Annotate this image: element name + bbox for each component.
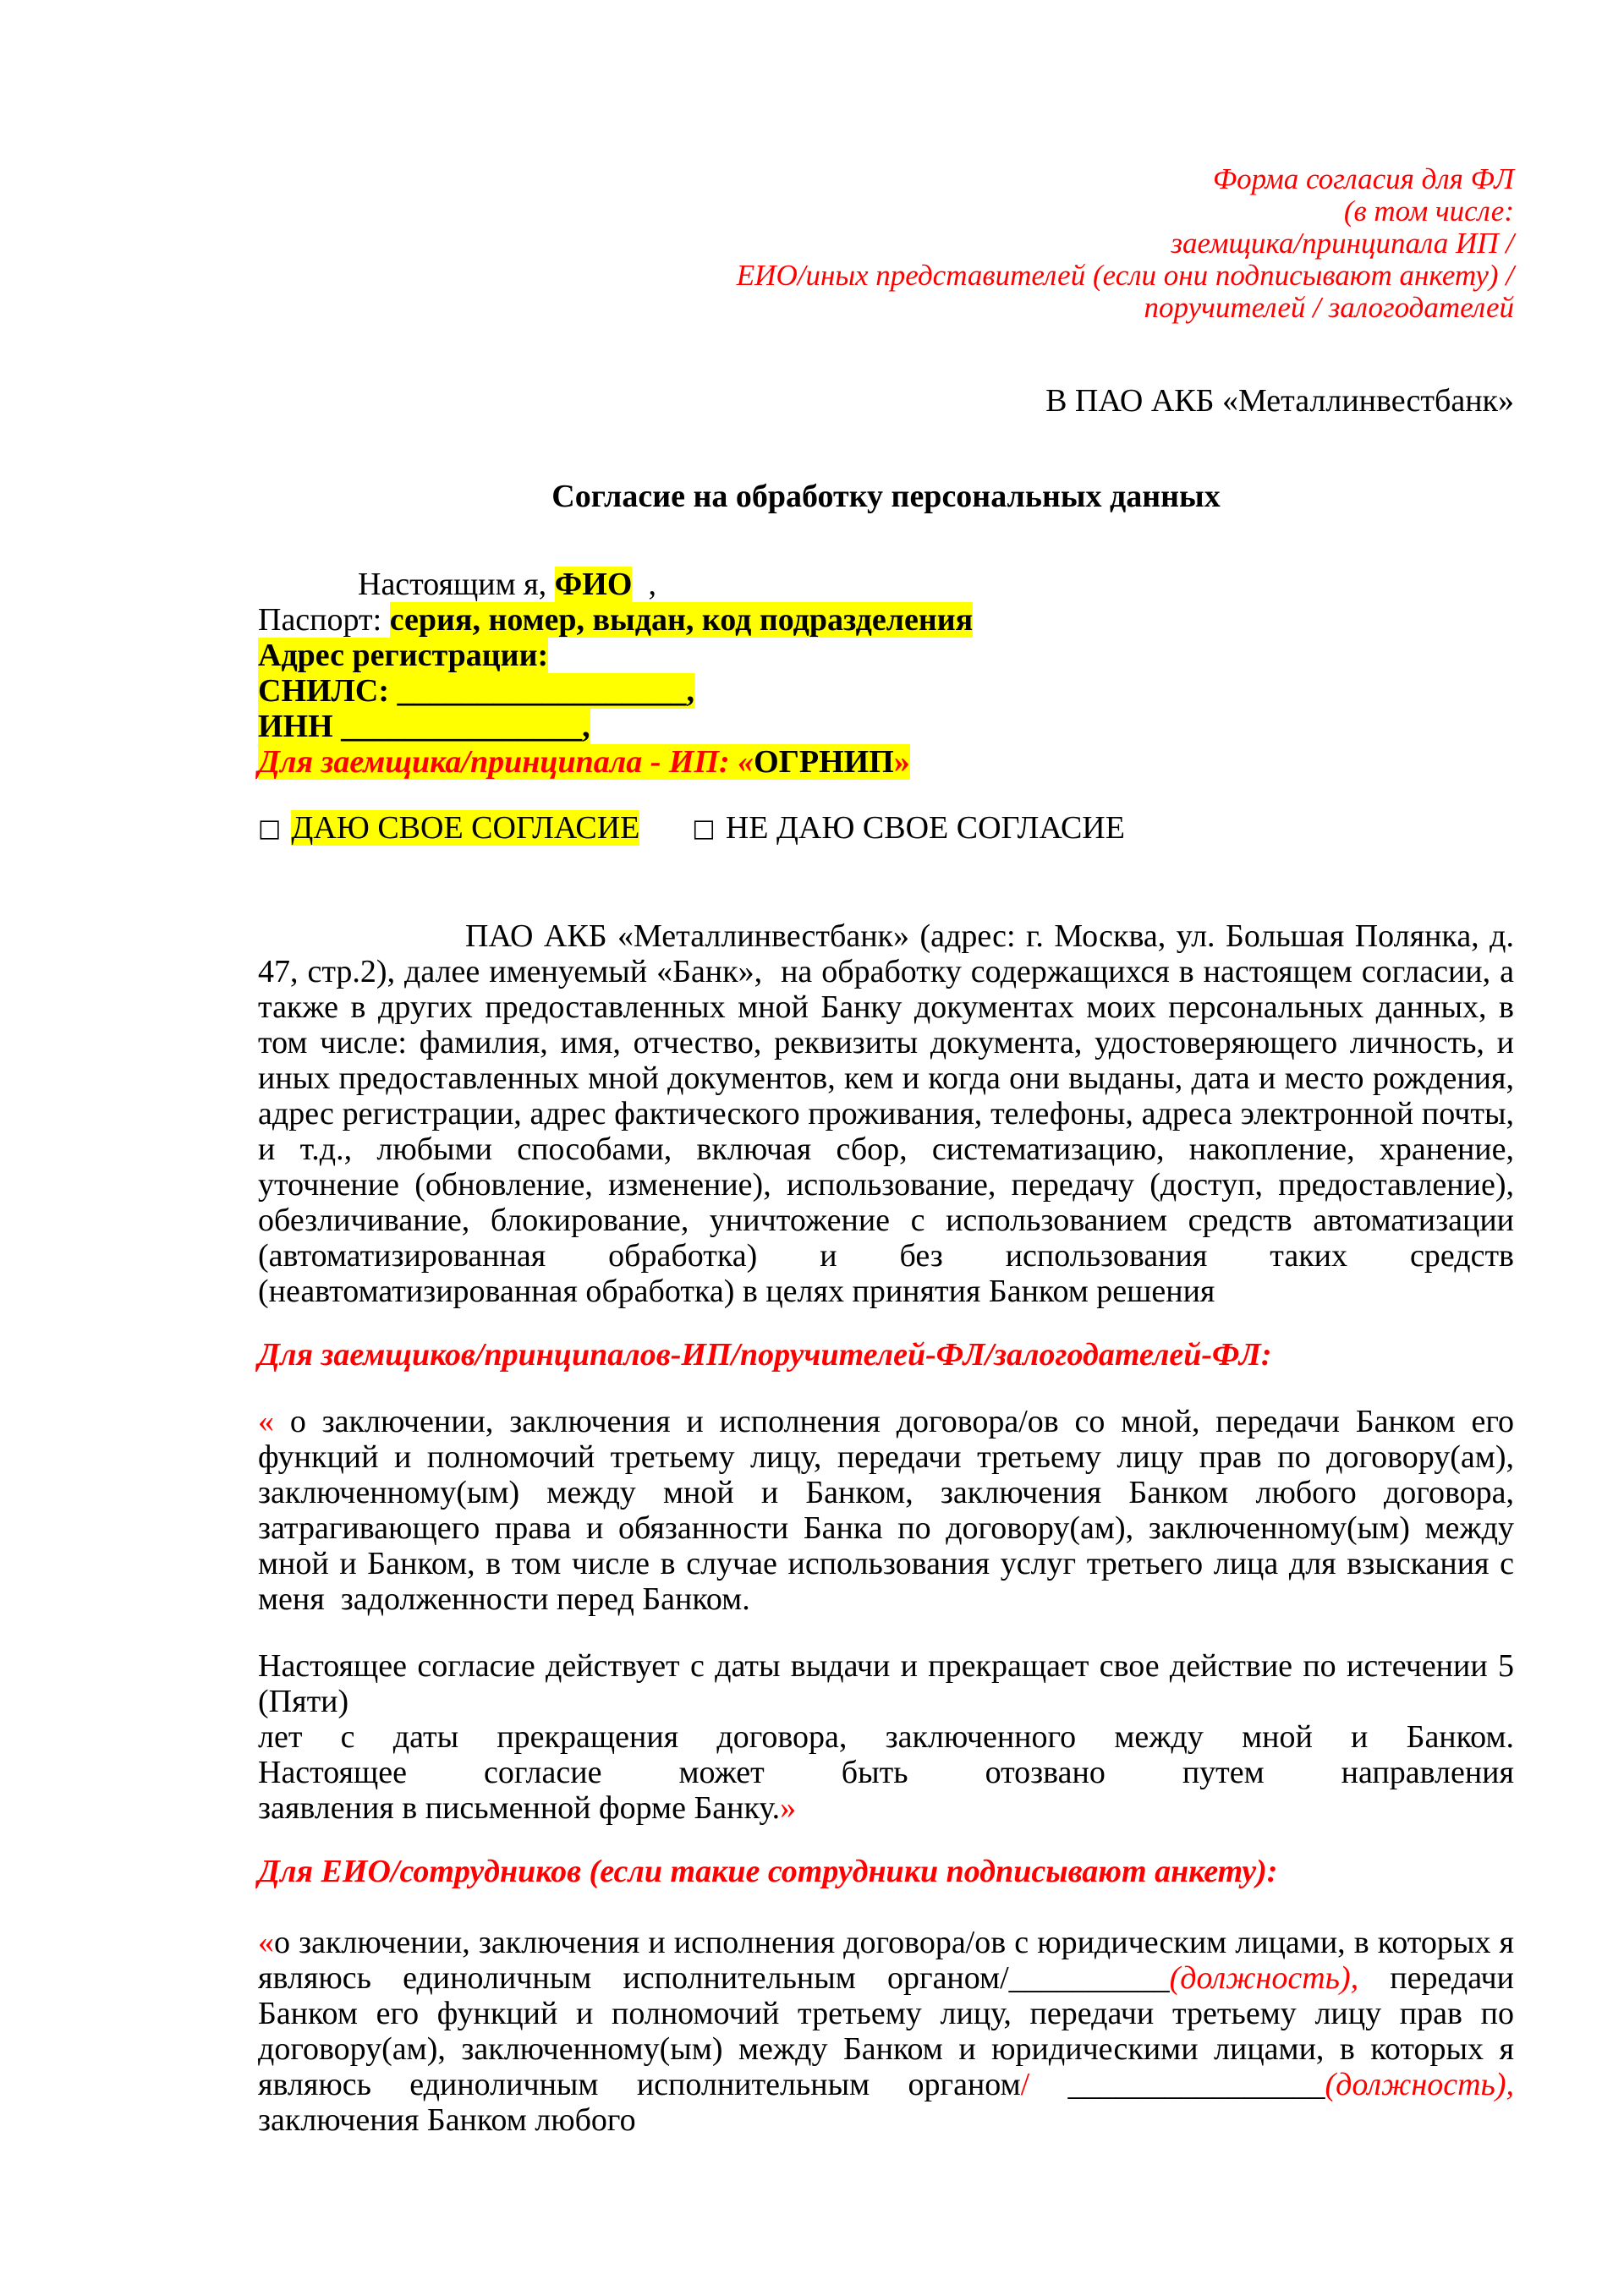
intro-prefix: Настоящим я, — [358, 567, 555, 602]
consent-options-row — [258, 810, 1514, 847]
section1-body: о заключении, заключения и исполнения договора/ов со мной, передачи Банком его функций и полномочий третьему лицу, передачи третьему лицу прав по договору(ам), заключенному(ым) между мной и Банком, заключения Банком любого договора, затрагивающего права и обязанности Банка по договору(ам), заключенному(ым) между мной и Банком, в том числе в случае использования услуг третьего лица для взыскания с меня задолженности перед Банком. — [258, 1404, 1522, 1617]
inn-line — [258, 709, 1514, 744]
snils-field: СНИЛС: __________________, — [258, 673, 694, 709]
disagree-option — [692, 810, 1125, 846]
section1-heading: Для заемщиков/принципалов-ИП/поручителей-ФЛ/залогодателей-ФЛ: — [258, 1337, 1272, 1373]
ogrnip-highlight — [258, 744, 910, 780]
agree-label: ДАЮ СВОЕ СОГЛАСИЕ — [291, 810, 640, 846]
section2-paragraph — [258, 1925, 1522, 2138]
ogrnip-label: Для заемщика/принципала - ИП: « — [258, 744, 754, 780]
quote-open: « — [258, 1404, 290, 1439]
ogrnip-closing-quote: » — [893, 744, 910, 780]
passport-fields: серия, номер, выдан, код подразделения — [389, 602, 974, 638]
section2-heading: Для ЕИО/сотрудников (если такие сотрудники подписывают анкету): — [258, 1854, 1278, 1889]
registration-address-label: Адрес регистрации: — [258, 638, 549, 673]
fio-field: ФИО — [554, 567, 633, 602]
registration-address-line — [258, 638, 1514, 673]
position-blank-label: (должность), — [1169, 1960, 1359, 1996]
section1-paragraph — [258, 1404, 1522, 1617]
addressee-line: В ПАО АКБ «Металлинвестбанк» — [1045, 383, 1514, 419]
disagree-checkbox-icon[interactable]: □ — [692, 814, 716, 842]
validity-line-text: заявления в письменной форме Банку. — [258, 1790, 781, 1826]
corner-note-line: (в том числе: — [1343, 195, 1514, 227]
position-blank-label: (должность), — [1325, 2067, 1514, 2102]
snils-line — [258, 673, 1514, 709]
ogrnip-value: ОГРНИП — [754, 744, 894, 780]
section2-part1: о заключении, заключения и исполнения договора/ов с юридическим лицами, в которых я являюсь единоличным исполнительным органом/__________ — [258, 1925, 1522, 1996]
inn-field: ИНН _______________, — [258, 709, 590, 744]
red-slash: / — [1020, 2067, 1030, 2102]
validity-line — [258, 1790, 1514, 1826]
quote-open: « — [258, 1925, 274, 1960]
quote-close: » — [780, 1790, 797, 1826]
passport-label: Паспорт: — [258, 602, 390, 638]
validity-line: лет с даты прекращения договора, заключенного между мной и Банком. — [258, 1719, 1514, 1755]
intro-suffix: , — [632, 567, 656, 602]
passport-line — [258, 602, 1514, 638]
validity-paragraph — [258, 1648, 1514, 1826]
validity-line: Настоящее согласие действует с даты выдачи и прекращает свое действие по истечении 5 (Пяти) — [258, 1648, 1514, 1719]
page-title: Согласие на обработку персональных данных — [551, 479, 1221, 514]
corner-note-line: Форма согласия для ФЛ — [1213, 162, 1514, 195]
agree-option — [258, 810, 639, 846]
corner-note-line: заемщика/принципала ИП / — [1171, 227, 1514, 260]
agree-checkbox-icon[interactable]: □ — [258, 814, 282, 842]
section2-part3: заключения Банком любого — [258, 2067, 1522, 2138]
main-consent-paragraph: ПАО АКБ «Металлинвестбанк» (адрес: г. Москва, ул. Большая Полянка, д. 47, стр.2), далее именуемый «Банк», на обработку содержащихся в настоящем согласии, а также в других предоставленных мной Банку документах моих персональных данных, в том числе: фамилия, имя, отчество, реквизиты документа, удостоверяющего личность, и иных предоставленных мной документов, кем и когда они выданы, дата и место рождения, адрес регистрации, адрес фактического проживания, телефоны, адреса электронной почты, и т.д., любыми способами, включая сбор, систематизацию, накопление, хранение, уточнение (обновление, изменение), использование, передачу (доступ, предоставление), обезличивание, блокирование, уничтожение с использованием средств автоматизации (автоматизированная обработка) и без использования таких средств (неавтоматизированная обработка) в целях принятия Банком решения — [258, 918, 1522, 1309]
section2-blank: ________________ — [1029, 2067, 1325, 2102]
corner-note — [258, 0, 1514, 324]
disagree-label: НЕ ДАЮ СВОЕ СОГЛАСИЕ — [725, 810, 1125, 846]
validity-line: Настоящее согласие может быть отозвано путем направления — [258, 1755, 1514, 1790]
corner-note-line: поручителей / залогодателей — [1144, 291, 1514, 324]
intro-line — [258, 567, 1514, 602]
corner-note-line: ЕИО/иных представителей (если они подписывают анкету) / — [736, 259, 1514, 292]
section2-part2: передачи Банком его функций и полномочий третьему лицу, передачи третьему лицу прав по договору(ам), заключенному(ым) между Банком и юридическими лицами, в которых я являюсь единоличным исполнительным органом — [258, 1960, 1522, 2102]
ogrnip-line — [258, 744, 1514, 780]
